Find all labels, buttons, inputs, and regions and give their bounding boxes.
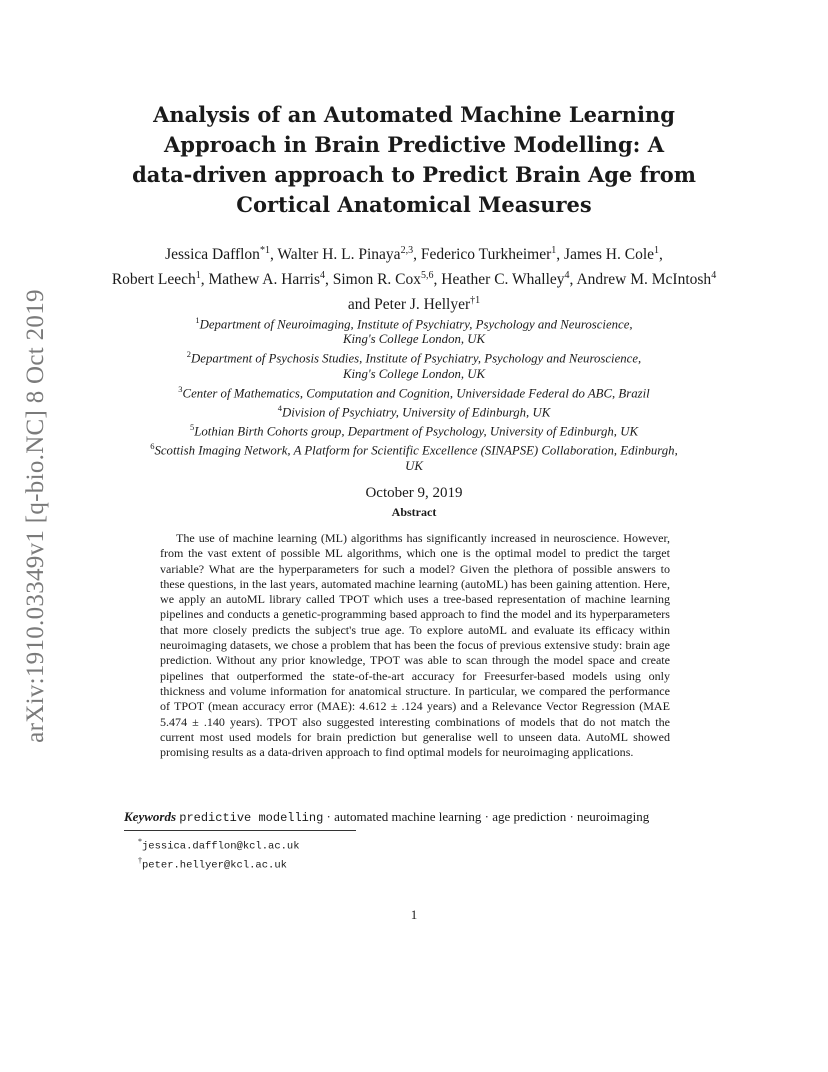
author-name: Simon R. Cox [332, 271, 422, 289]
author-name: Peter J. Hellyer [374, 296, 471, 314]
keywords-label: Keywords [124, 809, 176, 824]
author-affil-mark: 5,6 [421, 270, 434, 282]
author-affil-mark: 1 [551, 245, 557, 256]
keywords-line [124, 809, 724, 825]
author-name: Walter H. L. Pinaya [277, 246, 401, 264]
affiliation-line [110, 313, 718, 332]
author-separator: , [413, 246, 421, 264]
author-affil-mark: 1 [654, 245, 660, 256]
affiliation-text: Scottish Imaging Network, A Platform for Scientific Excellence (SINAPSE) Collaboration, Edinburgh, [154, 443, 678, 458]
abstract-heading: Abstract [391, 505, 437, 519]
author-affil-mark: 2,3 [400, 245, 414, 256]
author-separator: , [659, 246, 663, 264]
author-name: Federico Turkheimer [420, 246, 552, 264]
footnotes [138, 835, 300, 872]
author-affil-mark: 4 [564, 270, 570, 282]
author-name: Heather C. Whalley [441, 271, 565, 289]
affiliation-text: Center of Mathematics, Computation and Cognition, Universidade Federal do ABC, Brazil [182, 385, 650, 400]
affiliation-number: 4 [277, 402, 282, 413]
footnote-mark: * [138, 837, 142, 846]
paper-title [110, 100, 718, 220]
abstract-body [160, 531, 670, 760]
affiliation-number: 3 [178, 383, 183, 394]
affiliation-number: 6 [150, 441, 155, 452]
affiliation-line [110, 439, 718, 458]
footnote-email [138, 835, 300, 854]
affiliation-text: UK [405, 458, 423, 473]
author-affil-mark: †1 [470, 295, 481, 307]
publication-date: October 9, 2019 [365, 485, 463, 501]
affiliations [110, 313, 718, 474]
author-name: James H. Cole [564, 246, 655, 264]
page-number: 1 [410, 907, 418, 922]
affiliation-number: 2 [186, 349, 192, 360]
affiliation-line [110, 347, 718, 366]
footnote-mark: † [138, 855, 142, 865]
author-separator: , [569, 271, 577, 289]
author-affil-mark: 4 [711, 270, 717, 282]
author-name: Mathew A. Harris [208, 271, 320, 289]
affiliation-text: King's College London, UK [342, 332, 486, 347]
author-separator: , [324, 271, 333, 289]
footnote-text: peter.hellyer@kcl.ac.uk [142, 859, 287, 871]
author-separator: , [269, 246, 278, 264]
footnote-text: jessica.dafflon@kcl.ac.uk [142, 840, 300, 853]
keywords-rest: · automated machine learning · age prediction · neuroimaging [323, 809, 650, 824]
title-line: Analysis of an Automated Machine Learning [153, 102, 675, 127]
arxiv-stamp-text: arXiv:1910.03349v1 [q-bio.NC] 8 Oct 2019 [22, 289, 49, 743]
keyword-first: predictive modelling [179, 811, 324, 825]
author-separator: and [347, 296, 375, 314]
author-name: Robert Leech [111, 271, 196, 289]
author-affil-mark: *1 [259, 245, 270, 256]
affiliation-text: King's College London, UK [342, 366, 486, 381]
affiliation-text: Lothian Birth Cohorts group, Department of Psychology, University of Edinburgh, UK [194, 424, 638, 439]
abstract-paragraph: The use of machine learning (ML) algorithms has significantly increased in neuroscience. However, from the vast extent of possible ML algorithms, which one is the optimal model to predict the target variable? What are the hyperparameters for such a model? Given the plethora of possible answers to these questions, in the last years, automated machine learning (autoML) has been gaining attention. Here, we apply an autoML library called TPOT which uses a tree-based representation of machine learning pipelines and conducts a genetic-programming based approach to find the model and its hyperparameters that more closely predicts the subject's true age. To explore autoML and evaluate its efficacy within neuroimaging datasets, we chose a problem that has been the focus of previous extensive study: brain age prediction. Without any prior knowledge, TPOT was able to scan through the model space and create pipelines that outperformed the state-of-the-art accuracy for Freesurfer-based models using only thickness and volume information for anatomical structure. In particular, we compared the performance of TPOT (mean accuracy error (MAE): 4.612 ± .124 years) and a Relevance Vector Regression (MAE 5.474 ± .140 years). TPOT also suggested interesting combinations of models that do not match the current most used models for brain prediction but generalise well to unseen data. AutoML showed promising results as a data-driven approach to find optimal models for neuroimaging applications. [160, 531, 670, 760]
title-line: data-driven approach to Predict Brain Age from [132, 162, 696, 187]
affiliation-number: 5 [190, 422, 195, 433]
title-line: Cortical Anatomical Measures [236, 192, 592, 217]
affiliation-text: Department of Psychosis Studies, Institute of Psychiatry, Psychology and Neuroscience, [191, 351, 642, 366]
author-affil-mark: 1 [195, 270, 201, 282]
title-line: Approach in Brain Predictive Modelling: A [164, 132, 664, 157]
arxiv-identifier-stamp [14, 282, 58, 750]
author-name: Andrew M. McIntosh [576, 271, 712, 289]
author-separator: , [433, 271, 442, 289]
author-list [100, 240, 728, 315]
footnote-email [138, 854, 300, 873]
footnote-divider [124, 830, 356, 831]
author-separator: , [556, 246, 565, 264]
affiliation-line [110, 420, 718, 439]
author-name: Jessica Dafflon [165, 246, 260, 264]
affiliation-line [110, 382, 718, 401]
affiliation-line [110, 401, 718, 420]
author-affil-mark: 4 [319, 270, 325, 282]
affiliation-text: Division of Psychiatry, University of Edinburgh, UK [282, 405, 551, 420]
affiliation-text: Department of Neuroimaging, Institute of Psychiatry, Psychology and Neuroscience, [199, 317, 633, 332]
author-separator: , [200, 271, 209, 289]
affiliation-number: 1 [195, 315, 200, 325]
